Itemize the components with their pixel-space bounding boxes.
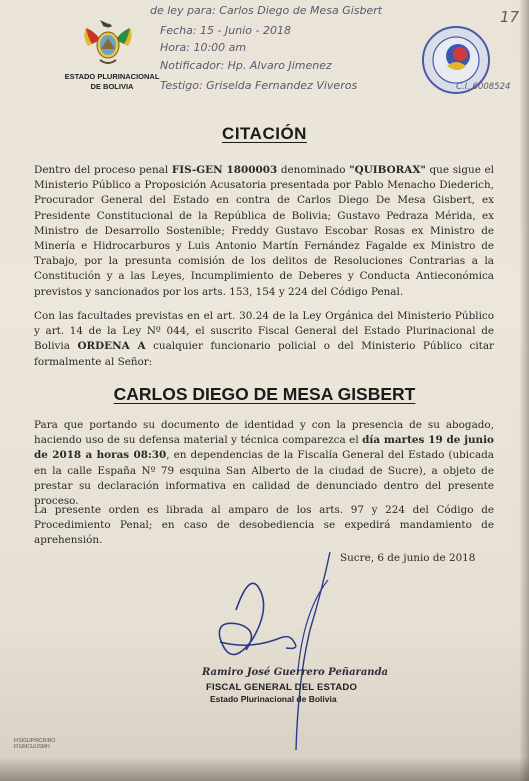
paragraph-amparo: La presente orden es librada al amparo de los arts. 97 y 224 del Código de Procedimiento Penal; en caso de desobediencia se expedirá mandamiento de aprehensión.: [34, 504, 494, 547]
handwritten-page-number: 17: [500, 8, 520, 26]
bolivia-coat-of-arms-icon: [78, 18, 138, 70]
state-label-line1: ESTADO PLURINACIONAL: [64, 72, 160, 81]
reference-initials-line1: FIS/GUP/RCR/RO: [14, 738, 56, 744]
p2-text-b: cualquier funcionario policial o del Ministerio Público citar formalmente al Señor:: [34, 340, 495, 368]
appearance-date-time: día martes 19 de junio de 2018 a horas 08:30: [34, 434, 494, 462]
handwritten-date: Fecha: 15 - Junio - 2018: [160, 24, 291, 37]
p3-text-a: Para que portando su documento de identidad y con la presencia de su abogado, haciendo uso de su defensa material y técnica comparezca el: [34, 419, 494, 447]
signer-title: FISCAL GENERAL DEL ESTADO: [206, 682, 358, 693]
signer-organization: Estado Plurinacional de Bolivia: [210, 694, 337, 704]
p1-text-b: denominado: [277, 164, 350, 176]
signer-name: Ramiro José Guerrero Peñaranda: [202, 667, 389, 678]
handwritten-note-line1: de ley para: Carlos Diego de Mesa Gisbert: [150, 4, 383, 17]
handwritten-witness: Testigo: Griselda Fernandez Viveros: [160, 79, 358, 92]
case-name: "QUIBORAX": [349, 164, 426, 176]
page-shadow-right: [519, 0, 529, 781]
p1-text-a: Dentro del proceso penal: [34, 164, 172, 176]
state-label: [52, 72, 172, 92]
handwritten-notifier: Notificador: Hp. Alvaro Jimenez: [160, 59, 332, 72]
paragraph-comparecencia: [34, 418, 494, 509]
paragraph-proceso: [34, 163, 494, 300]
order-keyword: ORDENA A: [77, 340, 146, 353]
document-title: [0, 124, 529, 144]
p3-text-b: , en dependencias de la Fiscalía General del Estado (ubicada en la calle España Nº 79 esquina San Alberto de la ciudad de Sucre), a objeto de prestar su declaración informativa en calidad de denunciado dentro del presente proceso.: [34, 449, 494, 508]
handwritten-time: Hora: 10:00 am: [160, 41, 247, 54]
cited-person-name-text: CARLOS DIEGO DE MESA GISBERT: [113, 384, 416, 404]
p2-text-a: Con las facultades previstas en el art. 30.24 de la Ley Orgánica del Ministerio Público y art. 14 de la Ley Nº 044, el suscrito Fiscal General del Estado Plurinacional de Bolivia: [34, 310, 494, 353]
p1-text-c: que sigue el Ministerio Público a Proposición Acusatoria presentada por Pablo Menacho Diederich, Procurador General del Estado en contra de Carlos Diego De Mesa Gisbert, ex Presidente Constitucional de la República de Bolivia; Gustavo Pedraza Mérida, ex Ministro de Desarrollo Sostenible; Freddy Gustavo Escobar Rosas ex Ministro de Minería e Hidrocarburos y Luis Antonio Martín Fernández Fagalde ex Ministro de Trabajo, por la presunta comisión de los delitos de Resoluciones Contrarias a la Constitución y a las Leyes, Incumplimiento de Deberes y Conducta Antieconómica previstos y sancionados por los arts. 153, 154 y 224 del Código Penal.: [34, 164, 494, 298]
paragraph-facultades: [34, 309, 494, 370]
document-title-text: CITACIÓN: [222, 124, 307, 143]
handwritten-id-number: C.I. 6008524: [456, 82, 511, 92]
page-shadow-bottom: [0, 757, 529, 781]
case-number: FIS-GEN 1800003: [171, 164, 278, 176]
handwritten-signature-icon: [190, 550, 360, 760]
reference-initials: [14, 738, 55, 750]
reference-initials-line2: FIS/MCU/JSMH: [14, 744, 50, 750]
cited-person-name: [0, 384, 529, 405]
place-and-date: Sucre, 6 de junio de 2018: [340, 552, 476, 564]
state-label-line2: DE BOLIVIA: [90, 82, 134, 91]
